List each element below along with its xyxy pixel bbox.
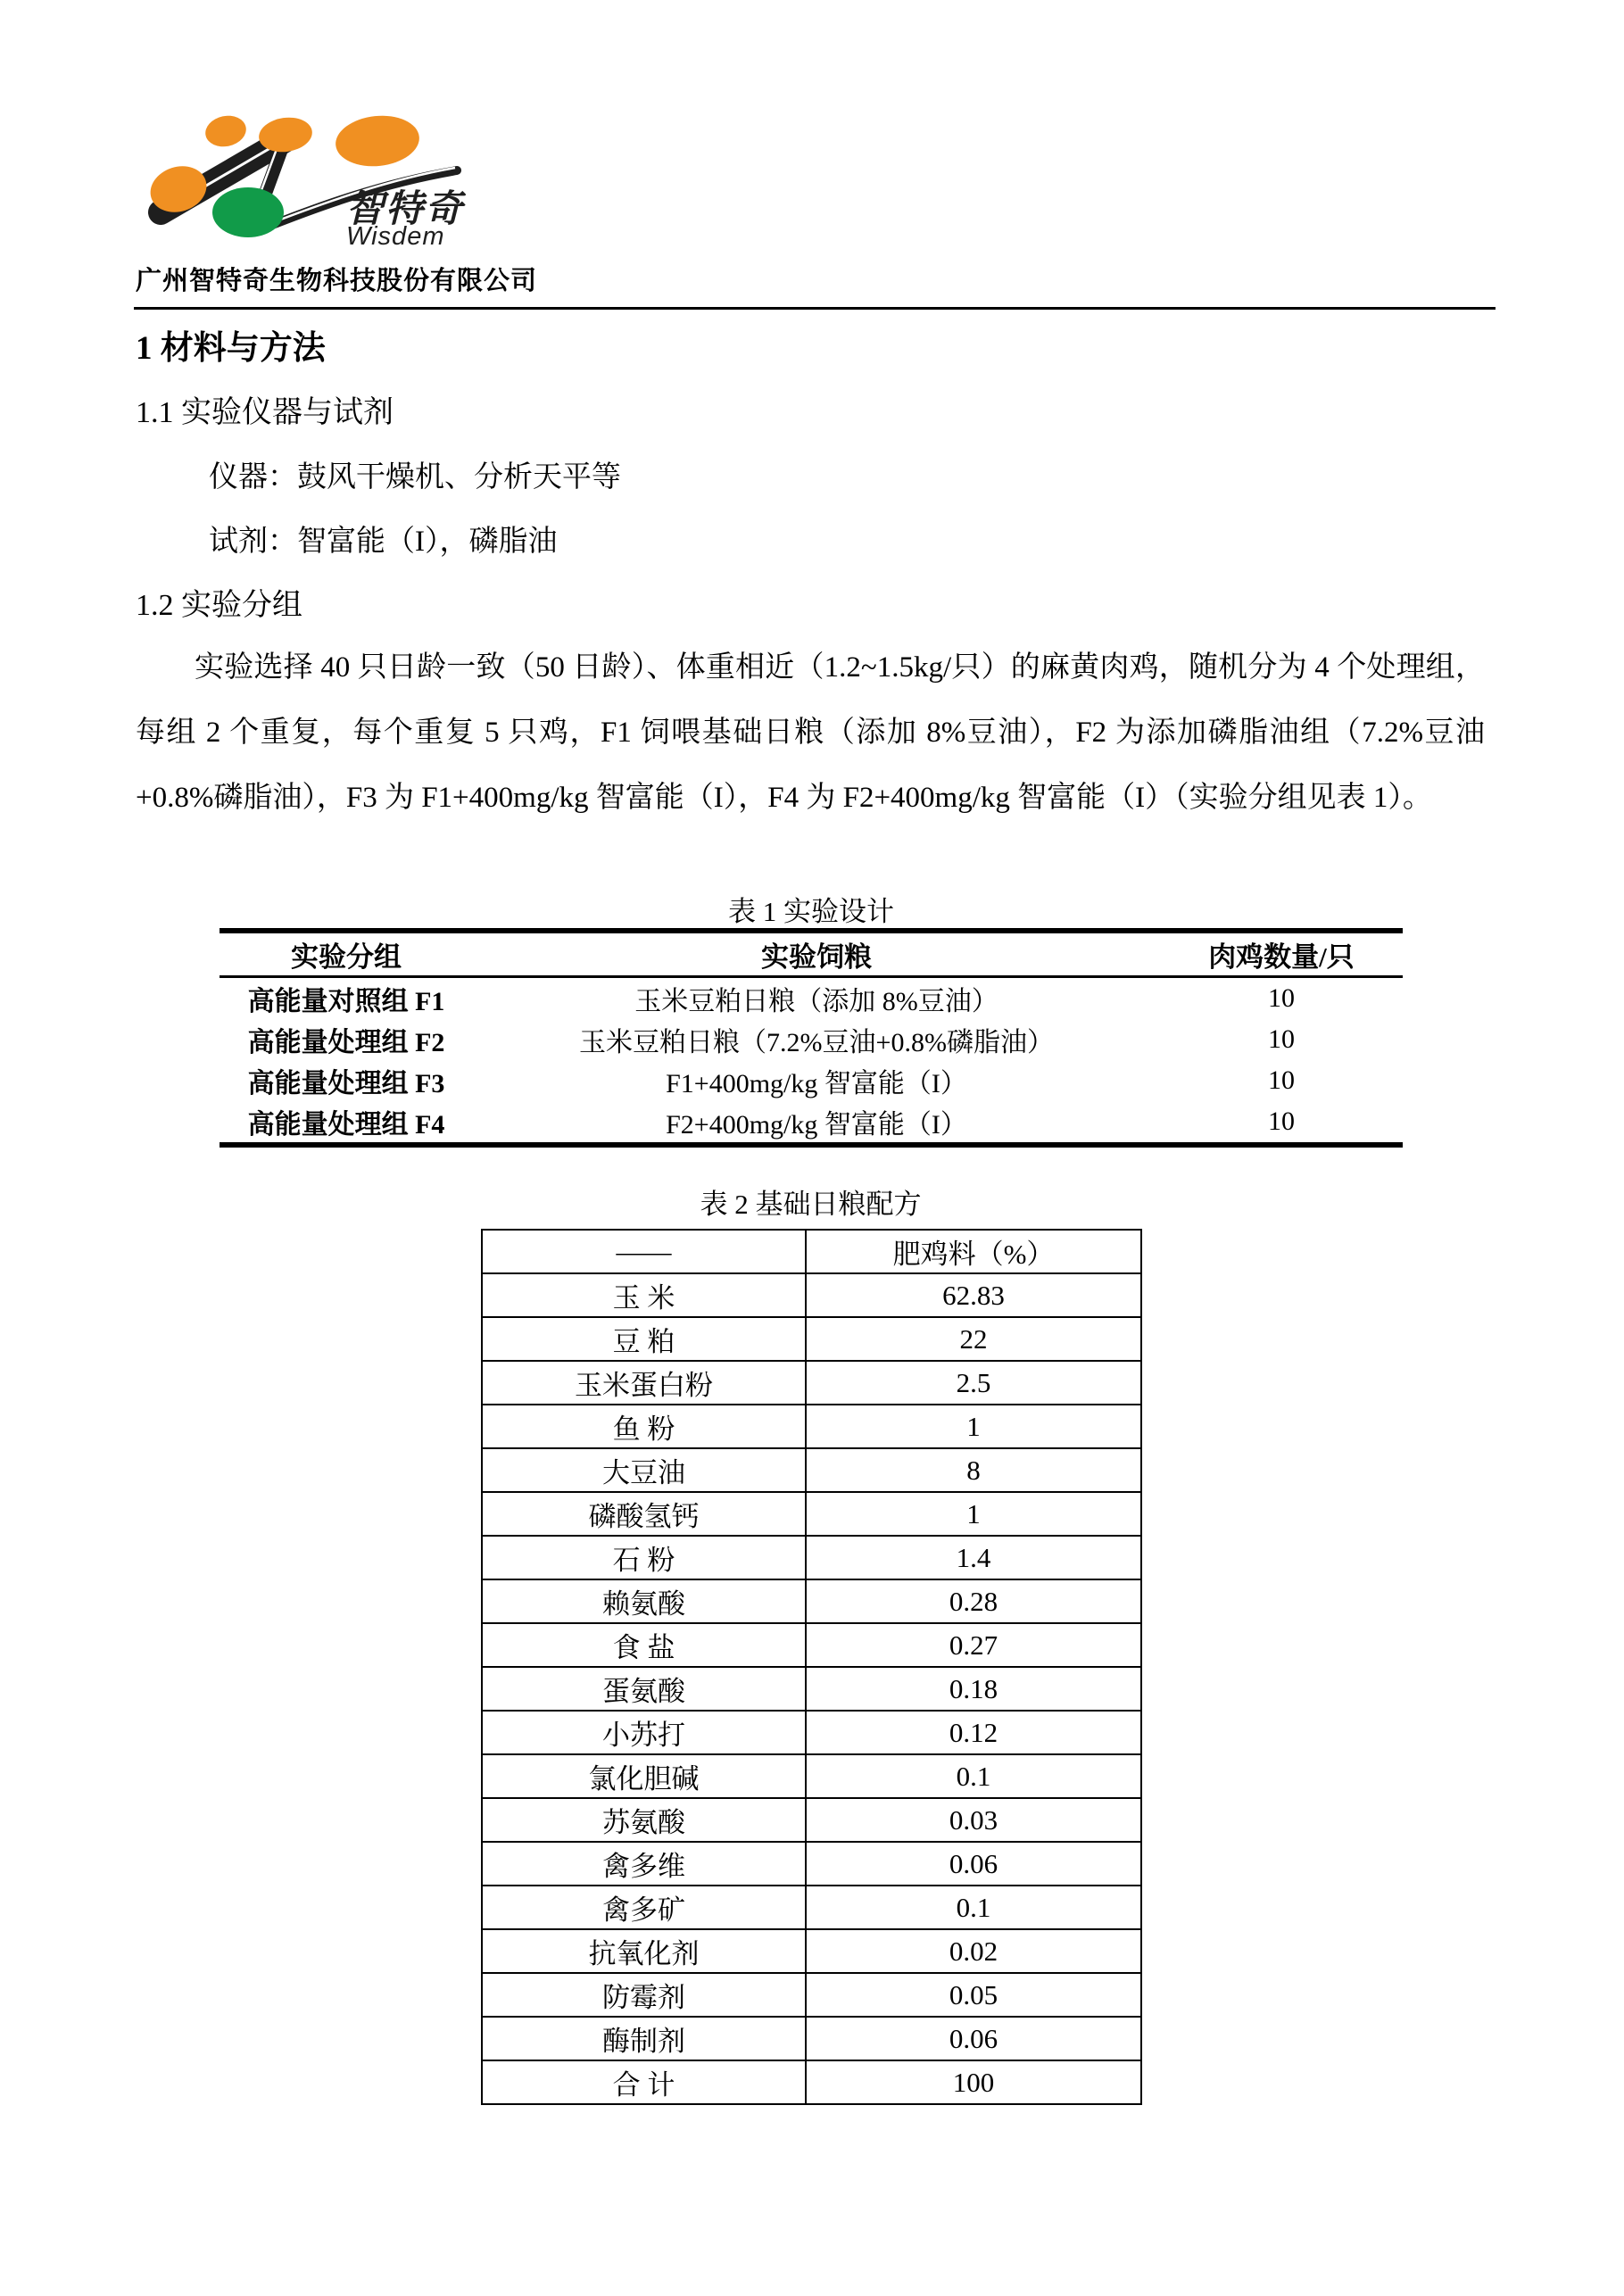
table-cell: 赖氨酸: [482, 1579, 806, 1623]
table-cell: 禽多矿: [482, 1886, 806, 1929]
table-row: [220, 931, 1403, 977]
table-cell: 10: [1268, 1024, 1295, 1054]
table-cell: 肥鸡料（%）: [806, 1230, 1141, 1273]
table-cell: 0.1: [806, 1754, 1141, 1798]
table-row: [482, 1230, 1141, 1273]
table-cell: 1.4: [806, 1536, 1141, 1579]
instruments-line: 仪器：鼓风干燥机、分析天平等: [209, 461, 621, 493]
table-cell: 10: [1268, 1065, 1295, 1095]
table1-experiment-design: [220, 928, 1403, 1148]
table-row: [482, 1842, 1141, 1886]
table-cell: 0.1: [806, 1886, 1141, 1929]
table-cell: 8: [806, 1448, 1141, 1492]
table2-body: [482, 1273, 1141, 2104]
logo-brand-cn: 智特奇: [346, 187, 465, 229]
table-row: [482, 2060, 1141, 2104]
table-cell: 10: [1268, 1107, 1295, 1136]
table-cell: 肉鸡数量/只: [1160, 931, 1403, 977]
table-cell: 高能量处理组 F2: [247, 1028, 445, 1057]
table-cell: 2.5: [806, 1361, 1141, 1405]
section-heading-1-2: 1.2 实验分组: [136, 589, 302, 622]
table-cell: 100: [806, 2060, 1141, 2104]
table-cell: 玉米豆粕日粮（添加 8%豆油）: [634, 987, 998, 1016]
table-row: [482, 1273, 1141, 1317]
table2-header: [482, 1230, 1141, 1273]
table-cell: 磷酸氢钙: [482, 1492, 806, 1536]
logo-dot-orange-large: [333, 112, 421, 170]
table-row: [482, 1973, 1141, 2017]
table-row: [482, 1405, 1141, 1448]
table-row: [482, 1448, 1141, 1492]
table-row: [220, 1101, 1403, 1145]
table-cell: 大豆油: [482, 1448, 806, 1492]
table-cell: 氯化胆碱: [482, 1754, 806, 1798]
table-cell: 抗氧化剂: [482, 1929, 806, 1973]
table-cell: 玉米豆粕日粮（7.2%豆油+0.8%磷脂油）: [579, 1028, 1054, 1057]
table-row: [482, 1361, 1141, 1405]
table2-basal-diet-formula: [481, 1229, 1142, 2105]
table1-title: 表 1 实验设计: [728, 896, 894, 927]
header-rule: [134, 307, 1496, 310]
table2-title: 表 2 基础日粮配方: [700, 1189, 922, 1220]
logo-brand-en: Wisdem: [346, 222, 445, 250]
table-cell: 蛋氨酸: [482, 1667, 806, 1711]
table-cell: 防霉剂: [482, 1973, 806, 2017]
table-cell: 10: [1268, 983, 1295, 1013]
table-row: [482, 1886, 1141, 1929]
table-cell: 豆 粕: [482, 1317, 806, 1361]
reagents-line: 试剂：智富能（I），磷脂油: [209, 526, 558, 558]
table-cell: 高能量处理组 F3: [247, 1069, 445, 1098]
table-row: [482, 1711, 1141, 1754]
logo-dot-orange-small: [203, 112, 249, 151]
table-cell: 玉米蛋白粉: [482, 1361, 806, 1405]
table-row: [220, 977, 1403, 1020]
table-cell: 0.06: [806, 1842, 1141, 1886]
table-row: [482, 1623, 1141, 1667]
table-cell: 22: [806, 1317, 1141, 1361]
company-logo: [134, 54, 518, 250]
experiment-grouping-paragraph: 实验选择 40 只日龄一致（50 日龄）、体重相近（1.2~1.5kg/只）的麻黄肉鸡，随机分为 4 个处理组，每组 2 个重复，每个重复 5 只鸡，F1 饲喂基础日粮（添加 8%豆油），F2 为添加磷脂油组（7.2%豆油+0.8%磷脂油），F3 为 F1+400mg/kg 智富能（I），F4 为 F2+400mg/kg 智富能（I）（实验分组见表 1）。: [136, 651, 1485, 814]
table-cell: 0.18: [806, 1667, 1141, 1711]
logo-dot-green: [212, 187, 284, 237]
table-row: [482, 1317, 1141, 1361]
table-cell: F2+400mg/kg 智富能（I）: [666, 1110, 967, 1140]
table-cell: 0.12: [806, 1711, 1141, 1754]
table-cell: 实验饲粮: [473, 931, 1160, 977]
table-cell: 苏氨酸: [482, 1798, 806, 1842]
table-cell: 石 粉: [482, 1536, 806, 1579]
table-cell: 实验分组: [220, 931, 473, 977]
table-row: [220, 1019, 1403, 1060]
table-cell: 0.27: [806, 1623, 1141, 1667]
table-cell: 0.06: [806, 2017, 1141, 2060]
table-cell: 0.28: [806, 1579, 1141, 1623]
table-cell: 1: [806, 1405, 1141, 1448]
table-cell: 1: [806, 1492, 1141, 1536]
table1-header: [220, 931, 1403, 977]
table-cell: 玉 米: [482, 1273, 806, 1317]
table1-body: [220, 977, 1403, 1146]
table-row: [482, 1536, 1141, 1579]
company-name: 广州智特奇生物科技股份有限公司: [136, 267, 538, 295]
table-cell: ——: [482, 1230, 806, 1273]
table-cell: 高能量对照组 F1: [247, 987, 445, 1016]
table-row: [482, 2017, 1141, 2060]
table-row: [482, 1579, 1141, 1623]
section-heading-1-1: 1.1 实验仪器与试剂: [136, 396, 394, 429]
table-cell: 0.03: [806, 1798, 1141, 1842]
table-cell: 鱼 粉: [482, 1405, 806, 1448]
table-cell: 0.05: [806, 1973, 1141, 2017]
table-row: [482, 1667, 1141, 1711]
table-row: [482, 1492, 1141, 1536]
table-cell: 高能量处理组 F4: [247, 1110, 445, 1140]
table-row: [482, 1754, 1141, 1798]
table-row: [482, 1929, 1141, 1973]
table-cell: 禽多维: [482, 1842, 806, 1886]
table-cell: 小苏打: [482, 1711, 806, 1754]
table-row: [220, 1060, 1403, 1101]
table-cell: 酶制剂: [482, 2017, 806, 2060]
table-cell: 0.02: [806, 1929, 1141, 1973]
table-cell: 合 计: [482, 2060, 806, 2104]
table-cell: 食 盐: [482, 1623, 806, 1667]
table-row: [482, 1798, 1141, 1842]
table-cell: 62.83: [806, 1273, 1141, 1317]
section-heading-1: 1 材料与方法: [136, 330, 326, 367]
table-cell: F1+400mg/kg 智富能（I）: [666, 1069, 967, 1098]
